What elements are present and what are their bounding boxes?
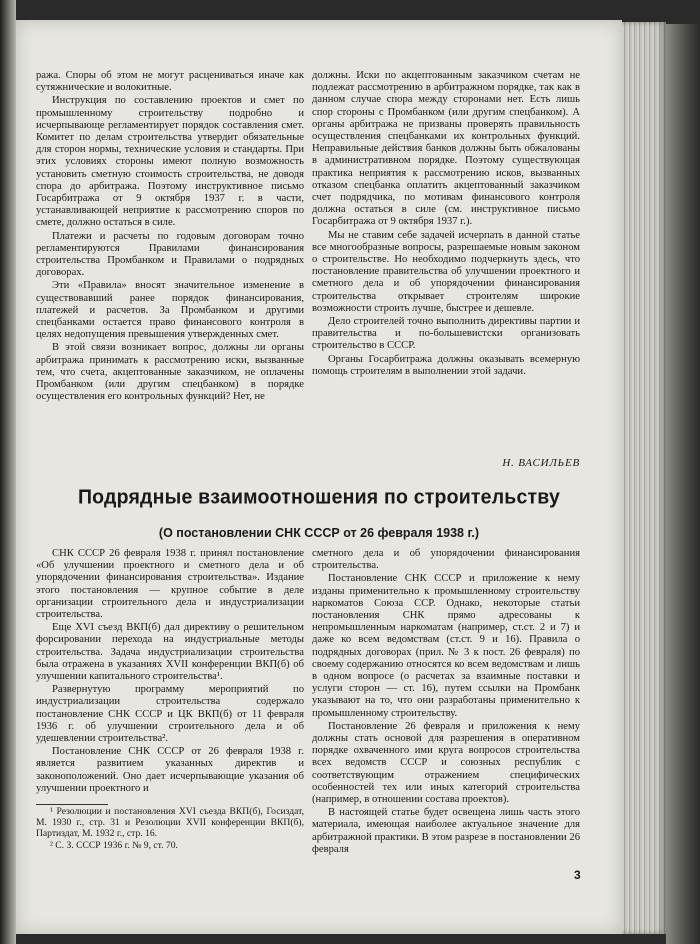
- paragraph: В этой связи возникает вопрос, должны ли органы арбитража принимать к рассмотрению иски, вызванные тем, что счета, акцептованные заказчиком, не оплачены Промбанком (или другим спецбанком) в порядке осуществления его контрольных функций? Нет, не: [36, 342, 304, 403]
- article2-left-column: [36, 548, 304, 796]
- footnote: ¹ Резолюции и постановления XVI съезда ВКП(б), Госиздат, М. 1930 г., стр. 31 и Резолюции XVII конференции ВКП(б), Партиздат, М. 1932 г., стр. 16.: [36, 806, 304, 840]
- paragraph: Постановление 26 февраля и приложения к нему должны стать основой для разрешения в оперативном порядке охваченного ими круга вопросов строительства всех ведомств СССР и союзных республик с соответствующим отражением специфических особенностей тех или иных категорий строительства (например, в отношении состава проектов).: [312, 720, 580, 806]
- paragraph: Мы не ставим себе задачей исчерпать в данной статье все многообразные вопросы, разрешаемые новым законом о строительстве. Но необходимо подчеркнуть здесь, что постановление правительства об улучшении проектного и сметного дела и об упорядочении финансирования строительства открывает строителям широкие возможности строить лучше, быстрее и дешевле.: [312, 229, 580, 314]
- author-signature: Н. ВАСИЛЬЕВ: [502, 457, 580, 469]
- paragraph: Инструкция по составлению проектов и смет по промышленному строительству подробно и исчерпывающе регламентирует порядок составления смет. Комитет по делам строительства утвердит обязательные для сторон нормы, технические условия и стандарты. При этих условиях стороны имеют полную возможность установить сметную стоимость строительства, не доводя спора до арбитража. Поэтому инструктивное письмо Госарбитража от 9 октября 1937 г. в части, устанавливающей неприятие к рассмотрению споров по смете, должно остаться в силе.: [36, 95, 304, 229]
- book-binding: [666, 24, 700, 944]
- paragraph: Платежи и расчеты по годовым договорам точно регламентируются Правилами финансирования строительства Промбанком и Правилами о подрядных договорах.: [36, 230, 304, 279]
- paragraph: СНК СССР 26 февраля 1938 г. принял постановление «Об улучшении проектного и сметного дела и об упорядочении финансирования строительства». Издание этого постановления — крупное событие в деле организации строительного дела и индустриализации строительства.: [36, 548, 304, 621]
- article1-left-column: [36, 70, 304, 404]
- paragraph: Развернутую программу мероприятий по индустриализации строительства содержало постановление СНК СССР и ЦК ВКП(б) от 11 февраля 1936 г. об улучшении строительного дела и об удешевлении строительства².: [36, 684, 304, 745]
- page-number: 3: [574, 868, 581, 882]
- paragraph: Еще XVI съезд ВКП(б) дал директиву о решительном форсировании перехода на индустриальные методы строительства. Задача индустриализации строительства была отражена в указаниях XVII конференции ВКП(б) об улучшении капитального строительства¹.: [36, 622, 304, 683]
- paragraph: сметного дела и об упорядочении финансирования строительства.: [312, 548, 580, 572]
- article-subtitle: (О постановлении СНК СССР от 26 февраля 1938 г.): [158, 526, 480, 540]
- article1-right-column: [312, 70, 580, 379]
- footnote: ² С. З. СССР 1936 г. № 9, ст. 70.: [50, 839, 178, 851]
- paragraph: Постановление СНК СССР от 26 февраля 1938 г. является развитием указанных директив и законоположений. Оно дает исчерпывающие указания об улучшении проектного и: [36, 746, 304, 794]
- paragraph: Органы Госарбитража должны оказывать всемерную помощь строителям в выполнении этой задачи.: [312, 353, 580, 377]
- paragraph: Эти «Правила» вносят значительное изменение в существовавший ранее порядок финансирования, платежей и расчетов. За Промбанком и другими спецбанками остается право финансового контроля в целях недопущения превышения утвержденных смет.: [36, 280, 304, 341]
- article-title: Подрядные взаимоотношения по строительству: [77, 485, 561, 509]
- footnotes: [36, 806, 304, 851]
- book-page: [16, 20, 622, 934]
- paragraph: ража. Споры об этом не могут расцениваться иначе как сутяжнические и волокитные.: [36, 70, 304, 94]
- footnote-rule: [36, 804, 108, 805]
- book-spine-edge: [0, 0, 16, 944]
- paragraph: Постановление СНК СССР и приложение к нему изданы применительно к промышленному строительству наркоматов Союза ССР. Однако, некоторые статьи постановления СНК прямо адресованы к непромышленным наркоматам (например, ст.ст. 2 и 7) и даже ко всем ведомствам (ст.ст. 9 и 16). Правила о подрядных договорах (прил. № 3 к пост. 26 февраля) по своему содержанию относятся ко всем ведомствам и лишь в одном вопросе (о расчетах за взаимные поставки и услуги сторон — ст. 16), путем ссылки на Промбанк указывают на то, что они разработаны применительно к промышленному строительству.: [312, 573, 580, 719]
- page-stack-edge: [622, 22, 666, 934]
- paragraph: Дело строителей точно выполнить директивы партии и правительства и по-большевистски организовать строительство в СССР.: [312, 316, 580, 352]
- paragraph: должны. Иски по акцептованным заказчиком счетам не подлежат рассмотрению в арбитражном порядке, так как в данном случае спора между сторонами нет. Есть лишь спор стороны с Промбанком (или другим спецбанком). А органы арбитража не призваны проверять правильность осуществления спецбанками их контрольных функций. Неправильные действия банков должны быть обжалованы в административном порядке. Поэтому существующая практика неприятия к рассмотрению исков, вызванных отказом спецбанка оплатить акцептованный заказчиком счет подрядчика, по мотивам финансового контроля должна остаться в силе (см. инструктивное письмо Госарбитража от 9 октября 1937 г.).: [312, 70, 580, 228]
- paragraph: В настоящей статье будет освещена лишь часть этого материала, имеющая наиболее актуальное значение для арбитражной практики. В этом разрезе в постановлении 26 февраля: [312, 807, 580, 855]
- article2-right-column: [312, 548, 580, 857]
